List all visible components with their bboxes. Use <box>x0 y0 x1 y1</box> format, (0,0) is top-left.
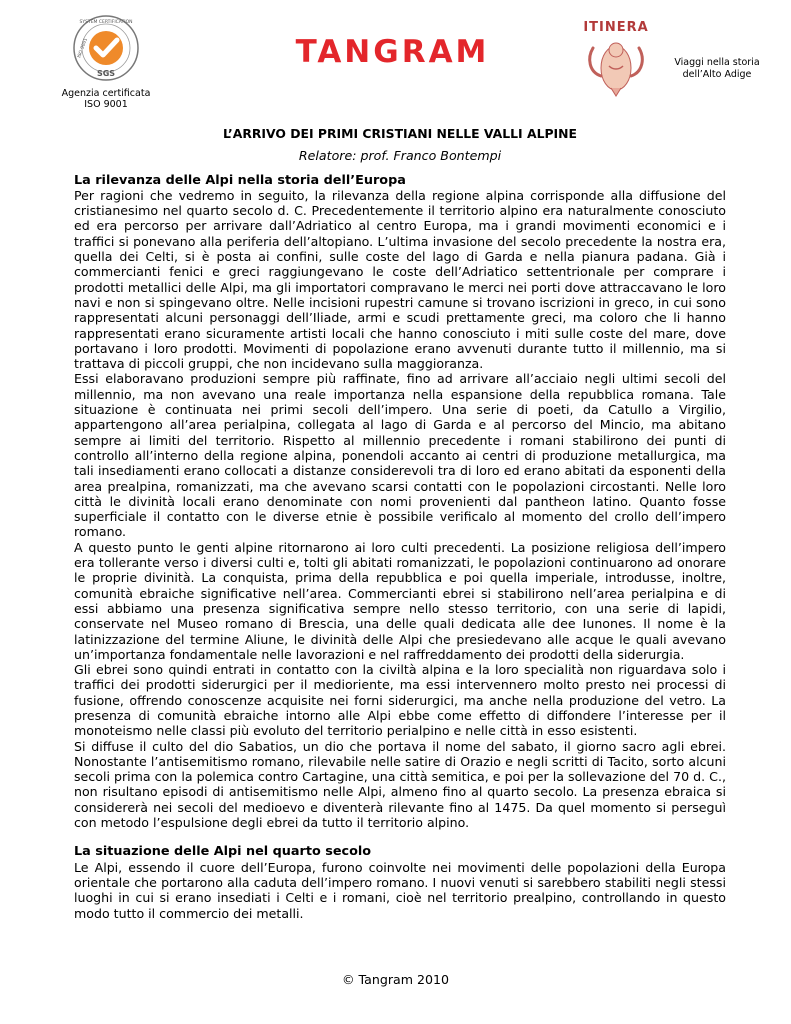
sgs-certification-seal-icon <box>72 14 140 82</box>
document-body <box>74 126 726 921</box>
itinera-logo <box>570 20 662 102</box>
section <box>74 173 726 831</box>
paragraph: Per ragioni che vedremo in seguito, la rilevanza della regione alpina corrisponde alla diffusione del cristianesimo nel quarto secolo d. C. Precedentemente il territorio alpino era naturalmente conosciuto ed era percorso per arrivare dall’Adriatico al centro Europa, ma i grandi movimenti economici e i traffici si ponevano alla periferia dell’altopiano. L’ultima invasione del secolo precedente la nostra era, quella dei Celti, si è posta ai confini, sulle coste del lago di Garda e nella pianura padana. Già i commercianti fenici e greci raggiungevano le coste dell’Adriatico settentrionale per comprare i prodotti metallici delle Alpi, ma gli importatori compravano le merci nei porti dove attraccavano le loro navi e non si spingevano oltre. Nelle incisioni rupestri camune si trovano iscrizioni in greco, in cui sono rappresentati alcuni personaggi dell’Iliade, armi e scudi prettamente greci, ma coloro che li hanno rappresentati erano sicuramente artisti locali che hanno conosciuto i miti sulle coste del mare, dove portavano i loro prodotti. Movimenti di popolazione erano avvenuti durante tutto il millennio, ma si trattava di piccoli gruppi, che non incidevano sulla maggioranza. <box>74 187 726 372</box>
certification-logo <box>58 14 154 110</box>
page-header <box>0 0 791 120</box>
itinera-subtitle <box>662 57 772 81</box>
paragraph: Le Alpi, essendo il cuore dell’Europa, furono coinvolte nei movimenti delle popolazioni della Europa orientale che portarono alla caduta dell’impero romano. I nuovi venuti si sarebbero stabiliti negli stessi luoghi in cui si erano insediati i Celti e i romani, cioè nel territorio prealpino, controllando in questo modo tutto il commercio dei metalli. <box>74 859 726 921</box>
paragraph: Essi elaboravano produzioni sempre più raffinate, fino ad arrivare all’acciaio negli ultimi secoli del millennio, ma non avevano una reale importanza nella espansione della repubblica romana. Tale situazione è continuata nei primi secoli dell’impero. Una serie di poeti, da Catullo a Virgilio, appartengono all’area perialpina, collegata al lago di Garda e al percorso del Mincio, ma abitano sempre ai limiti del territorio. Rispetto al millennio precedente i romani stabilirono dei punti di controllo all’interno della regione alpina, ponendoli accanto ai centri di produzione metallurgica, ma tali insediamenti erano collocati a distanze considerevoli tra di loro ed erano abitati da esponenti della area prealpina, romanizzati, ma che avevano scarsi contatti con le popolazioni circostanti. Nelle loro città le divinità locali erano denominate con nomi provenienti dal pantheon latino. Quanto fosse superficiale il contatto con le diverse etnie è possibile verificalo al momento del crollo dell’impero romano. <box>74 371 726 540</box>
ring-text: SYSTEM CERTIFICATION <box>79 20 133 25</box>
itinera-title: ITINERA <box>583 20 649 35</box>
iso-side-text: ISO 9001 <box>77 37 89 59</box>
sgs-brand-text: SGS <box>96 69 116 78</box>
section-heading: La situazione delle Alpi nel quarto secolo <box>74 844 372 860</box>
document-title: L’ARRIVO DEI PRIMI CRISTIANI NELLE VALLI ALPINE <box>223 126 577 141</box>
subtitle-line: dell’Alto Adige <box>682 69 752 80</box>
section <box>74 844 726 920</box>
paragraph: Si diffuse il culto del dio Sabatios, un dio che portava il nome del sabato, il giorno sacro agli ebrei. Nonostante l’antisemitismo romano, rilevabile nelle satire di Orazio e negli scritti di Tacito, sorto alcuni secoli prima con la polemica contro Cartagine, una città semitica, e poi per la sollevazione del 70 d. C., non risultano episodi di antisemitismo nelle Alpi, almeno fino al quarto secolo. La presenza ebraica si considererà nei secoli del medioevo e diventerà rilevante fino al 1475. Da quel momento si perseguì con metodo l’espulsione degli ebrei da tutto il territorio alpino. <box>74 738 726 831</box>
speaker-line: Relatore: prof. Franco Bontempi <box>298 148 502 164</box>
siren-figure-icon <box>581 36 651 98</box>
subtitle-line: Viaggi nella storia <box>674 57 760 68</box>
certification-caption <box>58 88 154 110</box>
brand-logo-text: TANGRAM <box>295 34 490 70</box>
caption-line: Agenzia certificata <box>61 88 151 99</box>
footer-copyright: © Tangram 2010 <box>341 972 450 987</box>
section-heading: La rilevanza delle Alpi nella storia dell’Europa <box>74 172 406 188</box>
paragraph: A questo punto le genti alpine ritornarono ai loro culti precedenti. La posizione religiosa dell’impero era tollerante verso i diversi culti e, tolti gli abitati romanizzati, le popolazioni continuarono ad onorare le proprie divinità. La conquista, prima della repubblica e poi quella imperiale, introdusse, inoltre, comunità ebraiche significative nell’area. Commercianti ebrei si stabilirono nell’area perialpina e di essi abbiamo una presenza significativa sempre nello stesso territorio, con una serie di lapidi, conservate nel Museo romano di Brescia, una delle quali dedicata alle dee Iunones. Il nome è la latinizzazione del termine Aliune, le divinità delle Alpi che presiedevano alle acque le quali avevano un’importanza fondamentale nelle lavorazioni e nel raffreddamento dei prodotti della siderurgia. <box>74 539 726 662</box>
paragraph: Gli ebrei sono quindi entrati in contatto con la civiltà alpina e la loro specialità non riguardava solo i traffici dei prodotti siderurgici per il medioriente, ma essi intervennero molto presto nei processi di fusione, offrendo conoscenze acquisite nei forni siderurgici, ma anche nella produzione del vetro. La presenza di comunità ebraiche intorno alle Alpi ebbe come effetto di diffondere l’interesse per il monoteismo nelle classi più evoluto del territorio perialpino e nelle città in esso esistenti. <box>74 662 726 739</box>
caption-line: ISO 9001 <box>84 99 128 110</box>
